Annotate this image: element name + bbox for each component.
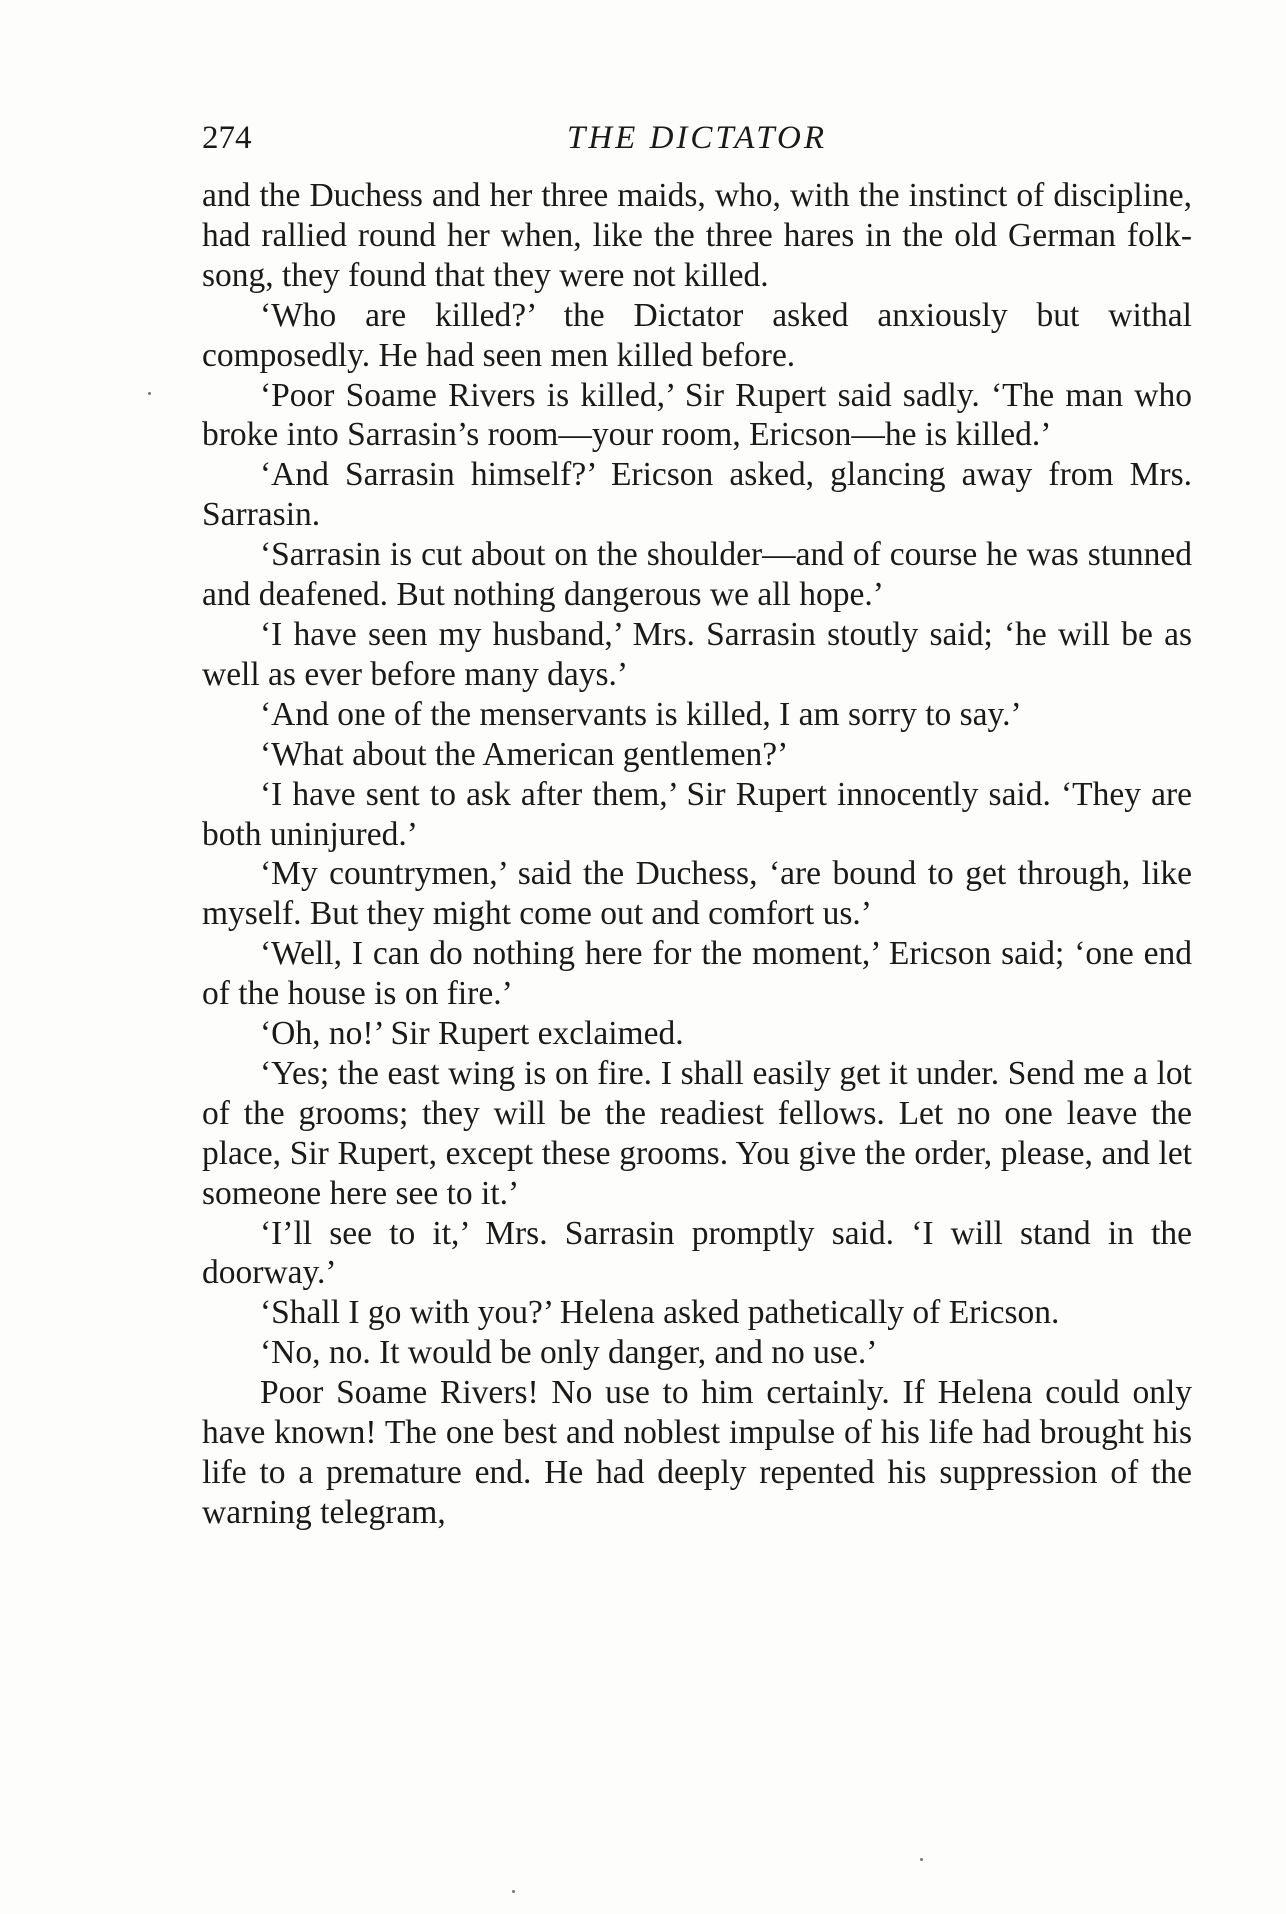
paragraph: Poor Soame Rivers! No use to him certainly. If Helena could only have known! The one best and noblest impulse of his life had brought his life to a premature end. He had deeply repented his suppression of the warning telegram, [202, 1374, 1192, 1531]
paragraph: ‘I have sent to ask after them,’ Sir Rupert innocently said. ‘They are both uninjured.’ [202, 775, 1192, 853]
running-title: THE DICTATOR [566, 120, 827, 156]
paragraph: ‘I’ll see to it,’ Mrs. Sarrasin promptly said. ‘I will stand in the doorway.’ [202, 1214, 1192, 1292]
body-text [202, 176, 1192, 1533]
paragraph: ‘And Sarrasin himself?’ Ericson asked, glancing away from Mrs. Sarrasin. [202, 456, 1192, 534]
paragraph: ‘Who are killed?’ the Dictator asked anxiously but withal composedly. He had seen men killed before. [202, 296, 1192, 374]
paragraph: ‘Poor Soame Rivers is killed,’ Sir Rupert said sadly. ‘The man who broke into Sarrasin’s room—your room, Ericson—he is killed.’ [202, 376, 1192, 454]
paragraph: ‘Sarrasin is cut about on the shoulder—and of course he was stunned and deafened. But nothing dangerous we all hope.’ [202, 536, 1192, 614]
paper-speck [148, 392, 151, 395]
paragraph: ‘Well, I can do nothing here for the moment,’ Ericson said; ‘one end of the house is on fire.’ [202, 935, 1192, 1013]
running-head [202, 118, 1192, 158]
paragraph: ‘My countrymen,’ said the Duchess, ‘are bound to get through, like myself. But they might come out and comfort us.’ [202, 855, 1192, 933]
paragraph: ‘I have seen my husband,’ Mrs. Sarrasin stoutly said; ‘he will be as well as ever before many days.’ [202, 615, 1192, 693]
paper-speck [920, 1858, 923, 1861]
paragraph: and the Duchess and her three maids, who, with the instinct of discipline, had rallied round her when, like the three hares in the old German folk-song, they found that they were not killed. [202, 177, 1192, 294]
paragraph: ‘Oh, no!’ Sir Rupert exclaimed. [260, 1015, 684, 1053]
paragraph: ‘What about the American gentlemen?’ [260, 735, 789, 773]
paragraph: ‘Yes; the east wing is on fire. I shall easily get it under. Send me a lot of the grooms; they will be the readiest fellows. Let no one leave the place, Sir Rupert, except these grooms. You give the order, please, and let someone here see to it.’ [202, 1054, 1192, 1212]
paper-speck [512, 1890, 515, 1893]
page-number: 274 [202, 120, 252, 156]
paragraph: ‘No, no. It would be only danger, and no use.’ [260, 1334, 878, 1372]
paragraph: ‘Shall I go with you?’ Helena asked pathetically of Ericson. [260, 1294, 1060, 1332]
paragraph: ‘And one of the menservants is killed, I am sorry to say.’ [260, 695, 1022, 733]
